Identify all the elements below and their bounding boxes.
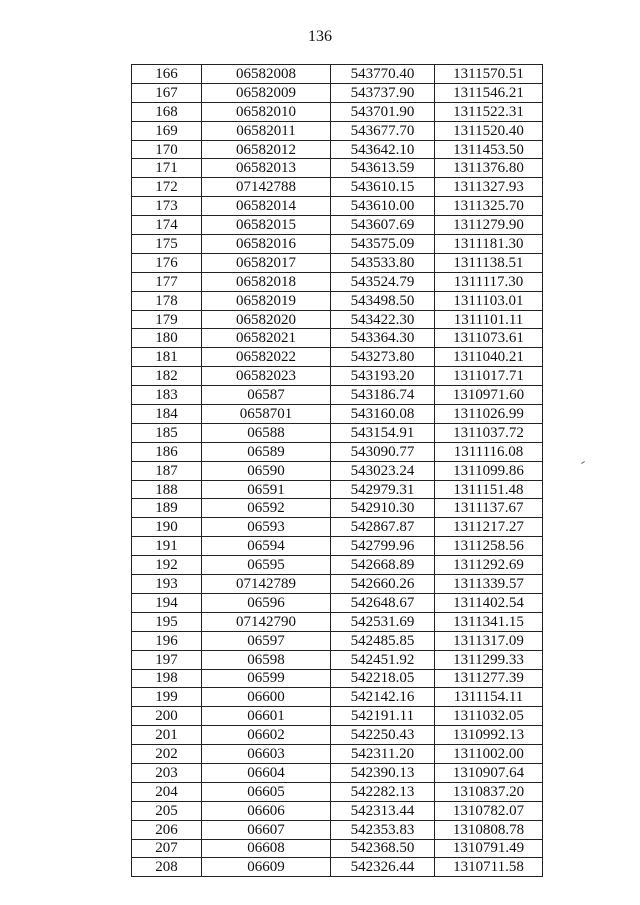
x-coordinate-cell: 543610.00 <box>331 197 435 216</box>
y-coordinate-cell: 1310711.58 <box>435 858 543 877</box>
point-code-cell: 06607 <box>202 820 331 839</box>
x-coordinate-cell: 543701.90 <box>331 102 435 121</box>
x-coordinate-cell: 543273.80 <box>331 348 435 367</box>
x-coordinate-cell: 543193.20 <box>331 367 435 386</box>
point-number-cell: 181 <box>132 348 202 367</box>
table-row <box>132 178 543 197</box>
point-number-cell: 168 <box>132 102 202 121</box>
table-row <box>132 782 543 801</box>
table-row <box>132 159 543 178</box>
point-code-cell: 06582010 <box>202 102 331 121</box>
table-row <box>132 235 543 254</box>
table-row <box>132 801 543 820</box>
y-coordinate-cell: 1311073.61 <box>435 329 543 348</box>
table-row <box>132 348 543 367</box>
y-coordinate-cell: 1311520.40 <box>435 121 543 140</box>
point-number-cell: 169 <box>132 121 202 140</box>
point-number-cell: 195 <box>132 612 202 631</box>
point-number-cell: 207 <box>132 839 202 858</box>
table-row <box>132 631 543 650</box>
y-coordinate-cell: 1311037.72 <box>435 423 543 442</box>
point-number-cell: 179 <box>132 310 202 329</box>
table-row <box>132 593 543 612</box>
x-coordinate-cell: 543613.59 <box>331 159 435 178</box>
x-coordinate-cell: 543023.24 <box>331 461 435 480</box>
x-coordinate-cell: 542282.13 <box>331 782 435 801</box>
x-coordinate-cell: 542648.67 <box>331 593 435 612</box>
x-coordinate-cell: 542390.13 <box>331 763 435 782</box>
table-row <box>132 140 543 159</box>
table-row <box>132 65 543 84</box>
x-coordinate-cell: 542326.44 <box>331 858 435 877</box>
point-code-cell: 06601 <box>202 707 331 726</box>
x-coordinate-cell: 542353.83 <box>331 820 435 839</box>
point-number-cell: 184 <box>132 405 202 424</box>
point-number-cell: 183 <box>132 386 202 405</box>
point-number-cell: 200 <box>132 707 202 726</box>
point-number-cell: 196 <box>132 631 202 650</box>
point-code-cell: 06605 <box>202 782 331 801</box>
x-coordinate-cell: 542910.30 <box>331 499 435 518</box>
coordinates-table <box>131 64 543 877</box>
table-row <box>132 839 543 858</box>
table-row <box>132 669 543 688</box>
point-code-cell: 06591 <box>202 480 331 499</box>
point-code-cell: 06582016 <box>202 235 331 254</box>
page-number: 136 <box>308 28 332 45</box>
y-coordinate-cell: 1311325.70 <box>435 197 543 216</box>
table-row <box>132 329 543 348</box>
point-code-cell: 07142789 <box>202 575 331 594</box>
point-code-cell: 06582014 <box>202 197 331 216</box>
point-number-cell: 208 <box>132 858 202 877</box>
point-code-cell: 06582009 <box>202 83 331 102</box>
point-code-cell: 06609 <box>202 858 331 877</box>
table-row <box>132 197 543 216</box>
table-row <box>132 272 543 291</box>
point-number-cell: 194 <box>132 593 202 612</box>
y-coordinate-cell: 1311402.54 <box>435 593 543 612</box>
table-row <box>132 726 543 745</box>
point-code-cell: 06598 <box>202 650 331 669</box>
x-coordinate-cell: 543090.77 <box>331 442 435 461</box>
y-coordinate-cell: 1310837.20 <box>435 782 543 801</box>
point-code-cell: 06597 <box>202 631 331 650</box>
y-coordinate-cell: 1311026.99 <box>435 405 543 424</box>
table-row <box>132 480 543 499</box>
x-coordinate-cell: 542191.11 <box>331 707 435 726</box>
point-code-cell: 06582013 <box>202 159 331 178</box>
stray-mark <box>581 461 585 464</box>
point-code-cell: 06593 <box>202 518 331 537</box>
point-code-cell: 06592 <box>202 499 331 518</box>
point-number-cell: 176 <box>132 253 202 272</box>
table-row <box>132 707 543 726</box>
point-code-cell: 06582021 <box>202 329 331 348</box>
point-number-cell: 171 <box>132 159 202 178</box>
y-coordinate-cell: 1311040.21 <box>435 348 543 367</box>
point-number-cell: 193 <box>132 575 202 594</box>
y-coordinate-cell: 1311317.09 <box>435 631 543 650</box>
y-coordinate-cell: 1310907.64 <box>435 763 543 782</box>
y-coordinate-cell: 1310782.07 <box>435 801 543 820</box>
x-coordinate-cell: 543642.10 <box>331 140 435 159</box>
y-coordinate-cell: 1311292.69 <box>435 556 543 575</box>
table-row <box>132 291 543 310</box>
table-row <box>132 745 543 764</box>
y-coordinate-cell: 1311453.50 <box>435 140 543 159</box>
point-code-cell: 06587 <box>202 386 331 405</box>
table-body <box>132 65 543 877</box>
table-row <box>132 310 543 329</box>
x-coordinate-cell: 543533.80 <box>331 253 435 272</box>
point-code-cell: 06582011 <box>202 121 331 140</box>
y-coordinate-cell: 1311279.90 <box>435 216 543 235</box>
x-coordinate-cell: 542313.44 <box>331 801 435 820</box>
table-row <box>132 820 543 839</box>
point-code-cell: 06582019 <box>202 291 331 310</box>
point-number-cell: 197 <box>132 650 202 669</box>
x-coordinate-cell: 543524.79 <box>331 272 435 291</box>
point-number-cell: 172 <box>132 178 202 197</box>
y-coordinate-cell: 1311032.05 <box>435 707 543 726</box>
point-number-cell: 203 <box>132 763 202 782</box>
point-code-cell: 06582015 <box>202 216 331 235</box>
point-number-cell: 174 <box>132 216 202 235</box>
y-coordinate-cell: 1310808.78 <box>435 820 543 839</box>
x-coordinate-cell: 542485.85 <box>331 631 435 650</box>
point-number-cell: 175 <box>132 235 202 254</box>
y-coordinate-cell: 1311570.51 <box>435 65 543 84</box>
y-coordinate-cell: 1311327.93 <box>435 178 543 197</box>
y-coordinate-cell: 1311181.30 <box>435 235 543 254</box>
point-number-cell: 206 <box>132 820 202 839</box>
table-row <box>132 121 543 140</box>
y-coordinate-cell: 1311299.33 <box>435 650 543 669</box>
y-coordinate-cell: 1311017.71 <box>435 367 543 386</box>
point-code-cell: 06590 <box>202 461 331 480</box>
x-coordinate-cell: 543160.08 <box>331 405 435 424</box>
point-code-cell: 06582017 <box>202 253 331 272</box>
point-code-cell: 06582023 <box>202 367 331 386</box>
table-row <box>132 537 543 556</box>
point-number-cell: 185 <box>132 423 202 442</box>
point-number-cell: 180 <box>132 329 202 348</box>
y-coordinate-cell: 1310992.13 <box>435 726 543 745</box>
point-code-cell: 06596 <box>202 593 331 612</box>
point-number-cell: 204 <box>132 782 202 801</box>
table-row <box>132 763 543 782</box>
x-coordinate-cell: 543677.70 <box>331 121 435 140</box>
table-row <box>132 461 543 480</box>
y-coordinate-cell: 1311103.01 <box>435 291 543 310</box>
point-code-cell: 06582008 <box>202 65 331 84</box>
x-coordinate-cell: 542368.50 <box>331 839 435 858</box>
point-code-cell: 0658701 <box>202 405 331 424</box>
x-coordinate-cell: 543154.91 <box>331 423 435 442</box>
point-code-cell: 06604 <box>202 763 331 782</box>
point-number-cell: 191 <box>132 537 202 556</box>
point-number-cell: 202 <box>132 745 202 764</box>
point-code-cell: 06588 <box>202 423 331 442</box>
x-coordinate-cell: 542311.20 <box>331 745 435 764</box>
table-row <box>132 518 543 537</box>
table-row <box>132 650 543 669</box>
y-coordinate-cell: 1311101.11 <box>435 310 543 329</box>
point-number-cell: 177 <box>132 272 202 291</box>
x-coordinate-cell: 542867.87 <box>331 518 435 537</box>
point-code-cell: 06602 <box>202 726 331 745</box>
y-coordinate-cell: 1310791.49 <box>435 839 543 858</box>
y-coordinate-cell: 1311137.67 <box>435 499 543 518</box>
x-coordinate-cell: 543575.09 <box>331 235 435 254</box>
x-coordinate-cell: 543422.30 <box>331 310 435 329</box>
point-code-cell: 06599 <box>202 669 331 688</box>
table-row <box>132 575 543 594</box>
y-coordinate-cell: 1310971.60 <box>435 386 543 405</box>
x-coordinate-cell: 543770.40 <box>331 65 435 84</box>
point-code-cell: 06582020 <box>202 310 331 329</box>
y-coordinate-cell: 1311138.51 <box>435 253 543 272</box>
y-coordinate-cell: 1311341.15 <box>435 612 543 631</box>
y-coordinate-cell: 1311258.56 <box>435 537 543 556</box>
point-number-cell: 205 <box>132 801 202 820</box>
table-row <box>132 367 543 386</box>
point-number-cell: 201 <box>132 726 202 745</box>
x-coordinate-cell: 543737.90 <box>331 83 435 102</box>
x-coordinate-cell: 542218.05 <box>331 669 435 688</box>
point-number-cell: 166 <box>132 65 202 84</box>
y-coordinate-cell: 1311376.80 <box>435 159 543 178</box>
x-coordinate-cell: 542660.26 <box>331 575 435 594</box>
x-coordinate-cell: 543610.15 <box>331 178 435 197</box>
table-row <box>132 499 543 518</box>
point-code-cell: 07142790 <box>202 612 331 631</box>
table-row <box>132 102 543 121</box>
point-number-cell: 173 <box>132 197 202 216</box>
y-coordinate-cell: 1311154.11 <box>435 688 543 707</box>
table-row <box>132 556 543 575</box>
point-number-cell: 188 <box>132 480 202 499</box>
x-coordinate-cell: 542979.31 <box>331 480 435 499</box>
x-coordinate-cell: 543186.74 <box>331 386 435 405</box>
point-code-cell: 06606 <box>202 801 331 820</box>
point-code-cell: 06582018 <box>202 272 331 291</box>
x-coordinate-cell: 542668.89 <box>331 556 435 575</box>
point-code-cell: 06594 <box>202 537 331 556</box>
y-coordinate-cell: 1311339.57 <box>435 575 543 594</box>
point-number-cell: 167 <box>132 83 202 102</box>
point-number-cell: 182 <box>132 367 202 386</box>
table-row <box>132 688 543 707</box>
x-coordinate-cell: 542142.16 <box>331 688 435 707</box>
table-row <box>132 216 543 235</box>
y-coordinate-cell: 1311099.86 <box>435 461 543 480</box>
point-number-cell: 170 <box>132 140 202 159</box>
y-coordinate-cell: 1311522.31 <box>435 102 543 121</box>
y-coordinate-cell: 1311546.21 <box>435 83 543 102</box>
table-row <box>132 442 543 461</box>
point-code-cell: 06582022 <box>202 348 331 367</box>
table-row <box>132 612 543 631</box>
y-coordinate-cell: 1311217.27 <box>435 518 543 537</box>
x-coordinate-cell: 542799.96 <box>331 537 435 556</box>
x-coordinate-cell: 543364.30 <box>331 329 435 348</box>
x-coordinate-cell: 543498.50 <box>331 291 435 310</box>
point-number-cell: 192 <box>132 556 202 575</box>
point-number-cell: 178 <box>132 291 202 310</box>
table-row <box>132 83 543 102</box>
point-number-cell: 186 <box>132 442 202 461</box>
point-code-cell: 06589 <box>202 442 331 461</box>
table-row <box>132 386 543 405</box>
x-coordinate-cell: 542451.92 <box>331 650 435 669</box>
y-coordinate-cell: 1311151.48 <box>435 480 543 499</box>
x-coordinate-cell: 542531.69 <box>331 612 435 631</box>
table-row <box>132 858 543 877</box>
point-code-cell: 06608 <box>202 839 331 858</box>
point-number-cell: 190 <box>132 518 202 537</box>
point-code-cell: 07142788 <box>202 178 331 197</box>
point-number-cell: 199 <box>132 688 202 707</box>
point-code-cell: 06600 <box>202 688 331 707</box>
x-coordinate-cell: 543607.69 <box>331 216 435 235</box>
y-coordinate-cell: 1311002.00 <box>435 745 543 764</box>
point-number-cell: 187 <box>132 461 202 480</box>
table-row <box>132 405 543 424</box>
point-number-cell: 198 <box>132 669 202 688</box>
point-code-cell: 06603 <box>202 745 331 764</box>
point-code-cell: 06595 <box>202 556 331 575</box>
point-number-cell: 189 <box>132 499 202 518</box>
y-coordinate-cell: 1311277.39 <box>435 669 543 688</box>
y-coordinate-cell: 1311116.08 <box>435 442 543 461</box>
table-row <box>132 423 543 442</box>
y-coordinate-cell: 1311117.30 <box>435 272 543 291</box>
point-code-cell: 06582012 <box>202 140 331 159</box>
x-coordinate-cell: 542250.43 <box>331 726 435 745</box>
table-row <box>132 253 543 272</box>
